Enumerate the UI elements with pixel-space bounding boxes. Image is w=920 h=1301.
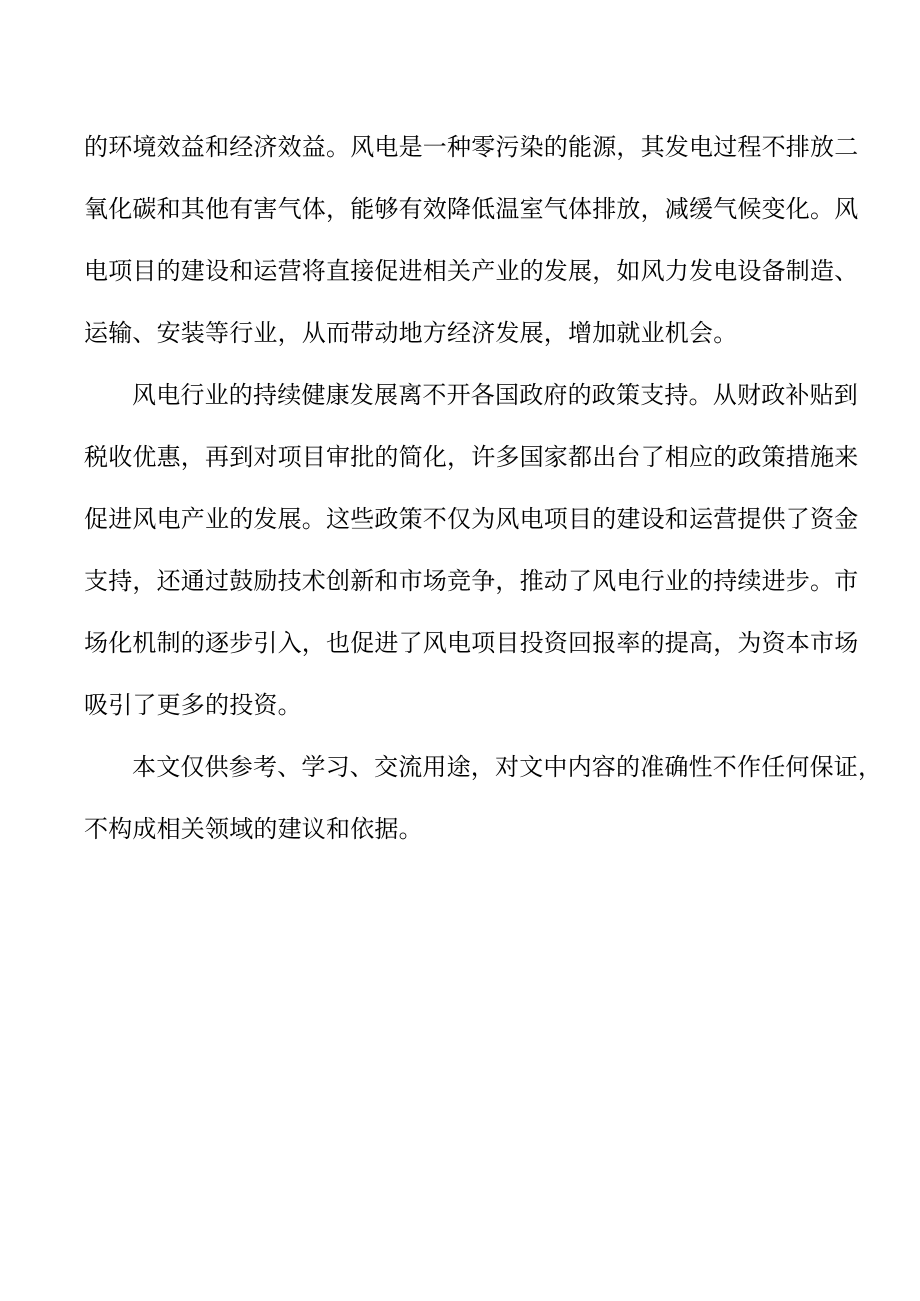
text-line: 本文仅供参考、学习、交流用途，对文中内容的准确性不作任何保证， [132,753,883,781]
text-line: 不构成相关领域的建议和依据。 [84,815,423,843]
text-line: 吸引了更多的投资。 [84,691,302,719]
text-line: 电项目的建设和运营将直接促进相关产业的发展，如风力发电设备制造、 [84,257,859,285]
paragraph-disclaimer [84,741,883,845]
paragraph-environmental-benefits [84,131,859,349]
paragraph-policy-support [84,369,859,721]
document-body [84,131,883,865]
text-line: 场化机制的逐步引入，也促进了风电项目投资回报率的提高，为资本市场 [84,629,859,657]
text-line: 促进风电产业的发展。这些政策不仅为风电项目的建设和运营提供了资金 [84,505,859,533]
text-line: 支持，还通过鼓励技术创新和市场竞争，推动了风电行业的持续进步。市 [84,567,859,595]
text-line: 风电行业的持续健康发展离不开各国政府的政策支持。从财政补贴到 [132,381,858,409]
text-line: 的环境效益和经济效益。风电是一种零污染的能源，其发电过程不排放二 [84,133,859,161]
text-line: 氧化碳和其他有害气体，能够有效降低温室气体排放，减缓气候变化。风 [84,195,859,223]
text-line: 税收优惠，再到对项目审批的简化，许多国家都出台了相应的政策措施来 [84,443,859,471]
text-line: 运输、安装等行业，从而带动地方经济发展，增加就业机会。 [84,319,738,347]
